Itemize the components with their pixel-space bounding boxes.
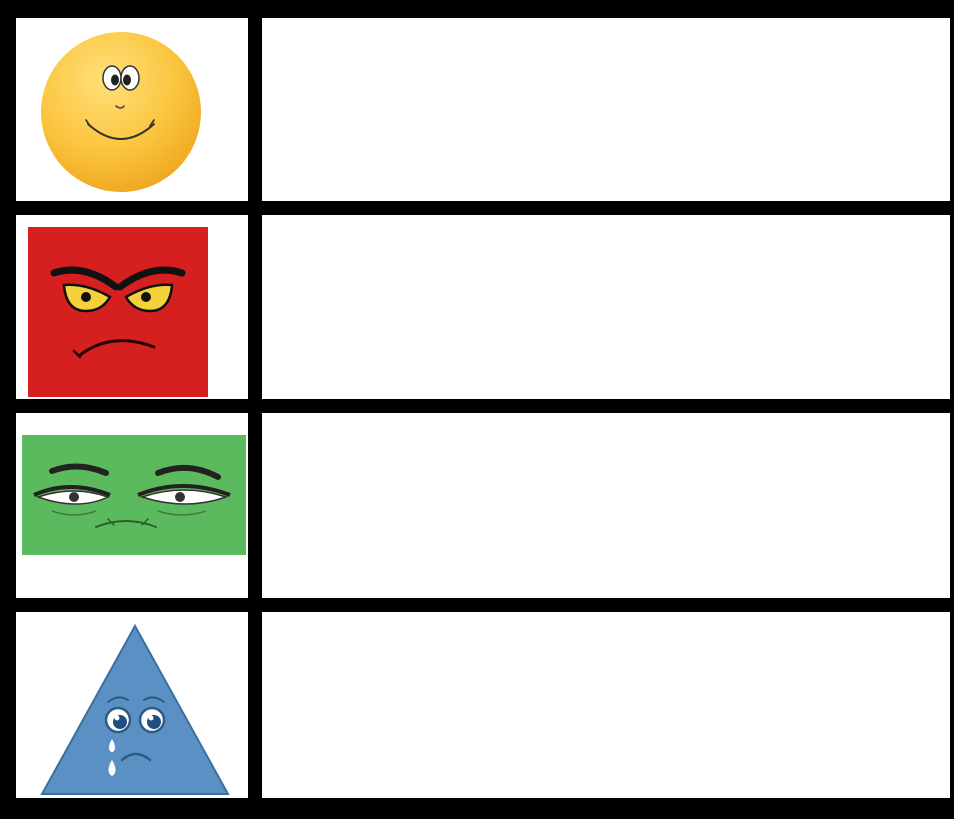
emotion-answer-cell-4[interactable] xyxy=(262,612,950,798)
crying-triangle-face-icon xyxy=(38,622,232,798)
emotion-picture-cell-4 xyxy=(16,612,248,798)
tired-rectangle-face-icon xyxy=(22,435,246,555)
happy-circle-face-icon xyxy=(36,26,206,196)
emotion-picture-cell-2 xyxy=(16,215,248,399)
emotion-answer-cell-2[interactable] xyxy=(262,215,950,399)
emotion-answer-cell-1[interactable] xyxy=(262,18,950,201)
emotion-picture-cell-1 xyxy=(16,18,248,201)
angry-square-face-icon xyxy=(28,227,208,397)
emotion-answer-cell-3[interactable] xyxy=(262,413,950,598)
emotion-picture-cell-3 xyxy=(16,413,248,598)
